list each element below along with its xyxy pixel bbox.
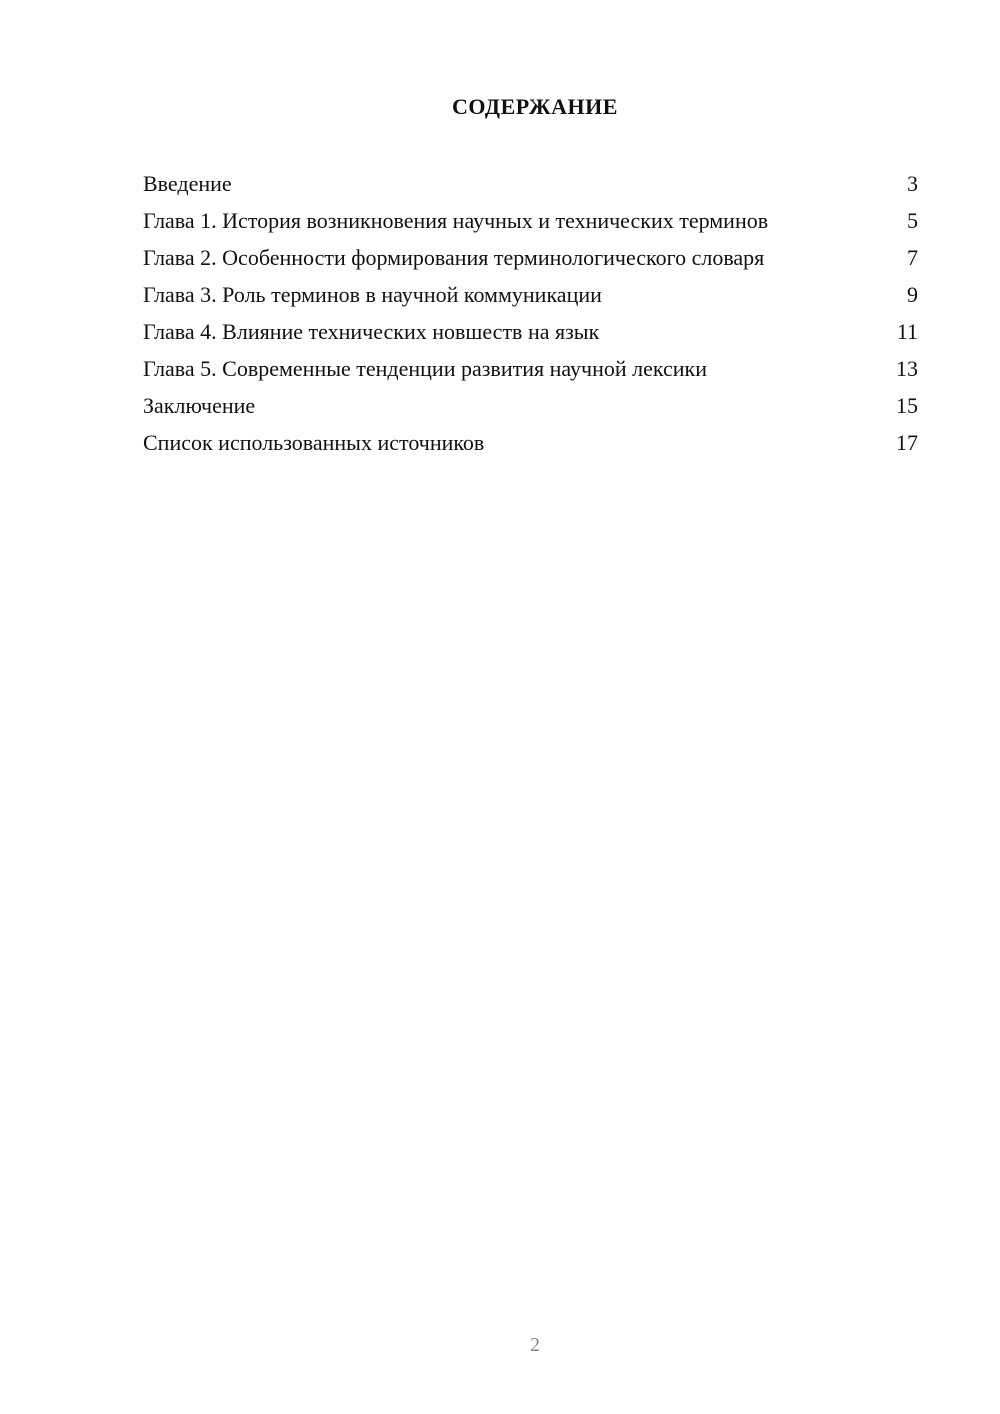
toc-item-label: Глава 4. Влияние технических новшеств на язык — [143, 319, 600, 344]
toc-item-label: Введение — [143, 171, 232, 196]
toc-item-chapter-5[interactable] — [143, 355, 918, 382]
page-number: 2 — [530, 1334, 540, 1356]
toc-item-references[interactable] — [143, 429, 918, 456]
toc-item-page: 9 — [907, 282, 918, 307]
toc-item-conclusion[interactable] — [143, 392, 918, 419]
toc-item-label: Глава 2. Особенности формирования терминологического словаря — [143, 245, 765, 270]
table-of-contents — [143, 170, 918, 466]
toc-item-introduction[interactable] — [143, 170, 918, 197]
toc-item-page: 3 — [907, 171, 918, 196]
toc-item-page: 13 — [896, 356, 918, 381]
toc-item-chapter-1[interactable] — [143, 207, 918, 234]
toc-item-page: 15 — [896, 393, 918, 418]
toc-item-label: Глава 3. Роль терминов в научной коммуникации — [143, 282, 602, 307]
toc-item-page: 5 — [907, 208, 918, 233]
toc-item-label: Глава 5. Современные тенденции развития научной лексики — [143, 356, 708, 381]
toc-item-label: Заключение — [143, 393, 256, 418]
toc-item-chapter-2[interactable] — [143, 244, 918, 271]
toc-item-page: 17 — [896, 430, 918, 455]
toc-item-label: Глава 1. История возникновения научных и технических терминов — [143, 208, 769, 233]
toc-item-label: Список использованных источников — [143, 430, 485, 455]
toc-item-page: 11 — [896, 319, 918, 344]
toc-item-page: 7 — [907, 245, 918, 270]
toc-item-chapter-3[interactable] — [143, 281, 918, 308]
toc-item-chapter-4[interactable] — [143, 318, 918, 345]
page-title: СОДЕРЖАНИЕ — [452, 94, 618, 119]
